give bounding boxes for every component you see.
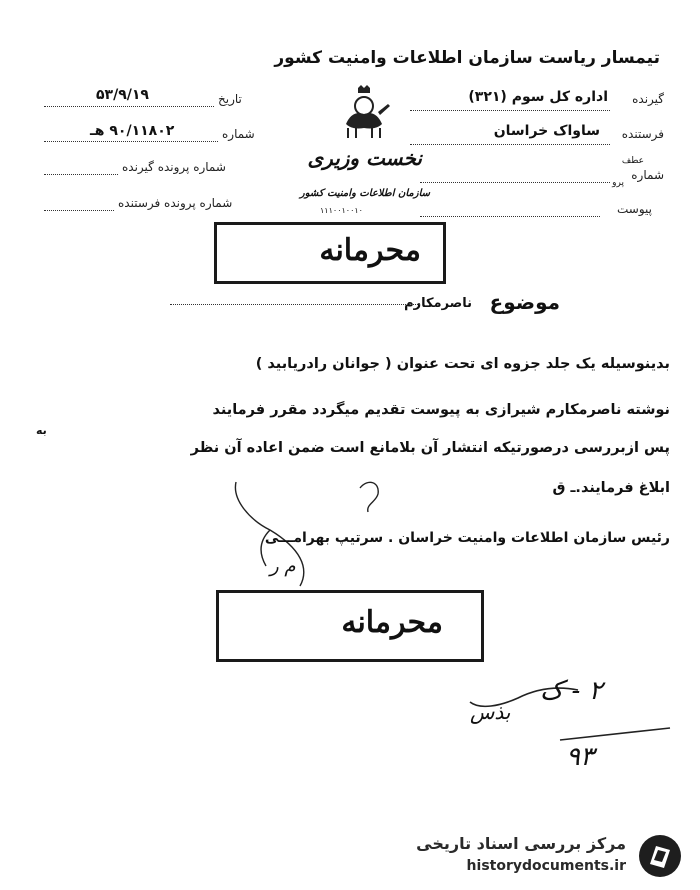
date-label: تاریخ [218,92,242,106]
body-line-3-superscript: به [36,424,47,437]
subject-line [170,304,420,305]
footer-watermark [410,828,690,884]
letterhead [290,84,440,214]
recipient-file-line [44,174,118,175]
lion-and-sun-emblem-icon [334,84,394,142]
sender-value: ساواک خراسان [493,123,600,139]
classification-bottom-text: محرمانه [341,605,443,640]
sender-file-line [44,210,114,211]
body-line-2: نوشته ناصرمکارم شیرازی به پیوست تقدیم میگردد مقرر فرمایند [212,402,670,418]
number-line [44,141,218,142]
body-line-3: پس ازبررسی درصورتیکه انتشار آن بلامانع است ضمن اعاده آن نظر [190,440,670,456]
handwritten-note-2: بذس [470,700,511,724]
number-label: شماره [222,127,255,141]
letterhead-title: نخست وزیری [307,146,422,170]
recipient-file-label: شماره پرونده گیرنده [122,160,226,174]
reference-sub2: پرو [612,178,624,188]
classification-stamp-bottom [216,590,484,662]
date-line [44,106,214,107]
letterhead-sub-number: ۱۱۱۰۰۱۰۰۱۰ [320,206,363,215]
signature-line: رئیس سازمان اطلاعات وامنیت خراسان . سرتیپ بهرامـــی [264,530,670,546]
attachment-line [420,216,600,217]
reference-sub1: عطف [621,156,644,166]
sender-label: فرستنده [621,127,664,141]
recipient-value: اداره کل سوم (۳۲۱) [468,89,608,105]
archive-logo-icon [636,832,684,880]
attachment-label: پیوست [617,202,652,216]
body-line-4: ابلاغ فرمایند.ـ ق [552,480,670,496]
recipient-line [410,110,610,111]
body-line-1: بدینوسیله یک جلد جزوه ای تحت عنوان ( جوانان رادریابید ) [255,356,670,372]
letter-heading: تیمسار ریاست سازمان اطلاعات وامنیت کشور [274,48,660,68]
subject-label: موضوع [489,290,560,314]
footer-center-name: مرکز بررسی اسناد تاریخی [416,834,626,853]
reference-label: شماره [631,168,664,182]
handwritten-number: ۹۳ [566,742,594,772]
classification-text: محرمانه [319,233,421,268]
sender-line [410,144,610,145]
handwritten-initials: م ر [270,556,296,577]
subject-value: ناصرمکارم [404,296,472,311]
classification-stamp-top [214,222,446,284]
number-value: ۹۰/۱۱۸۰۲ هـ [90,123,175,139]
date-value: ۵۳/۹/۱۹ [96,87,149,103]
letterhead-org: سازمان اطلاعات وامنیت کشور [299,188,430,199]
recipient-label: گیرنده [632,92,664,106]
reference-line [420,182,610,183]
footer-site: historydocuments.ir [466,858,626,874]
handwritten-note: ۲ - ک [540,676,603,706]
sender-file-label: شماره پرونده فرستنده [118,196,233,210]
